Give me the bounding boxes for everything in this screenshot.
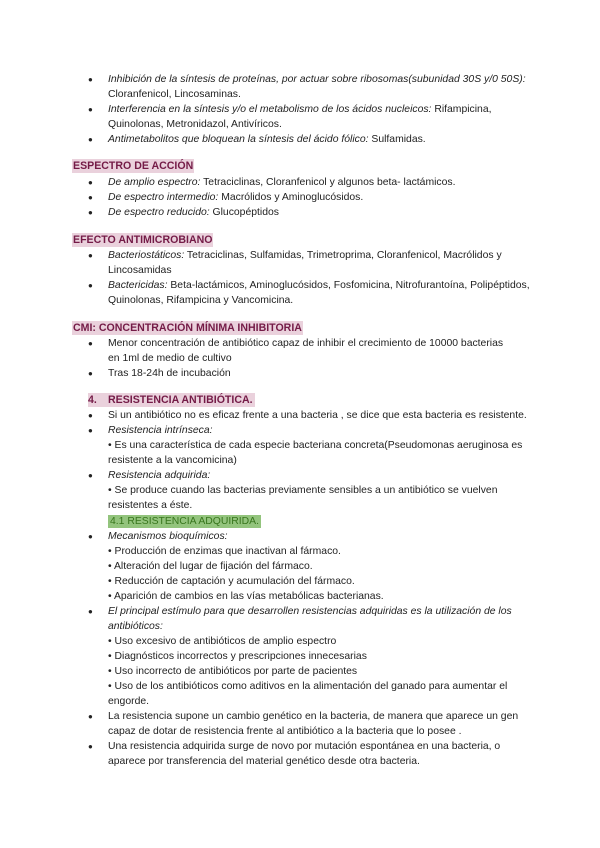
list-item: ● La resistencia supone un cambio genético en la bacteria, de manera que aparece un gen capaz de dotar de resistencia frente al antibiótico a la bacteria que lo posee . xyxy=(88,709,538,739)
item-text: Tetraciclinas, Sulfamidas, Trimetroprima, Cloranfenicol, Macrólidos y Lincosamidas xyxy=(108,250,502,276)
heading-text: CMI: CONCENTRACIÓN MÍNIMA INHIBITORIA xyxy=(73,322,302,334)
list-item: ● Tras 18-24h de incubación xyxy=(88,366,508,381)
sub-item: • Alteración del lugar de fijación del fármaco. xyxy=(108,561,313,572)
list-item xyxy=(88,529,538,604)
item-text: Beta-lactámicos, Aminoglucósidos, Fosfomicina, Nitrofurantoína, Polipéptidos, Quinolonas, Rifampicina y Vancomicina. xyxy=(108,280,530,306)
item-text: Sulfamidas. xyxy=(368,134,426,145)
item-label: De espectro reducido: xyxy=(108,207,210,218)
item-text: Tetraciclinas, Cloranfenicol y algunos beta- lactámicos. xyxy=(200,177,456,188)
list-item xyxy=(88,604,538,709)
item-title: ● Resistencia intrínseca: xyxy=(108,425,213,436)
section-heading-resistencia xyxy=(88,393,255,408)
section-heading-cmi xyxy=(72,321,303,336)
item-text: Macrólidos y Aminoglucósidos. xyxy=(218,192,364,203)
list-item xyxy=(88,132,538,147)
list-item xyxy=(88,423,538,468)
item-label: Bacteriostáticos: xyxy=(108,250,185,261)
heading-text: EFECTO ANTIMICROBIANO xyxy=(73,234,213,246)
list-item: ● Una resistencia adquirida surge de novo por mutación espontánea en una bacteria, o aparece por transferencia del material genético desde otra bacteria. xyxy=(88,739,538,769)
mechanism-list xyxy=(88,72,538,147)
sub-item: • Reducción de captación y acumulación del fármaco. xyxy=(108,576,355,587)
item-text: Glucopéptidos xyxy=(209,207,279,218)
list-item: ● Si un antibiótico no es eficaz frente a una bacteria , se dice que esta bacteria es resistente. xyxy=(88,408,538,423)
list-item xyxy=(88,248,538,278)
heading-text: RESISTENCIA ANTIBIÓTICA. xyxy=(108,394,253,406)
list-item xyxy=(88,205,538,220)
sub-item: • Uso de los antibióticos como aditivos en la alimentación del ganado para aumentar el engorde. xyxy=(108,681,508,707)
item-text: Rifampicina, Quinolonas, Metronidazol, Antivíricos. xyxy=(108,104,492,130)
list-item: ● Menor concentración de antibiótico capaz de inhibir el crecimiento de 10000 bacterias en 1ml de medio de cultivo xyxy=(88,336,508,366)
heading-number: 4. xyxy=(88,394,97,406)
item-text: • Es una característica de cada especie bacteriana concreta(Pseudomonas aeruginosa es resistente a la vancomicina) xyxy=(108,440,523,466)
section-heading-espectro xyxy=(72,159,194,174)
section-heading-efecto xyxy=(72,233,213,248)
list-item xyxy=(88,468,538,529)
item-title: ● Mecanismos bioquímicos: xyxy=(108,531,228,542)
item-label: Inhibición de la síntesis de proteínas, por actuar sobre ribosomas(subunidad 30S y/0 50S): xyxy=(108,74,526,85)
sub-item: • Aparición de cambios en las vías metabólicas bacterianas. xyxy=(108,591,384,602)
heading-text: ESPECTRO DE ACCIÓN xyxy=(73,160,194,172)
item-text: Cloranfenicol, Lincosaminas. xyxy=(108,89,241,100)
list-item xyxy=(88,175,538,190)
sub-item: • Producción de enzimas que inactivan al fármaco. xyxy=(108,546,341,557)
item-label: Interferencia en la síntesis y/o el metabolismo de los ácidos nucleicos: xyxy=(108,104,432,115)
sub-item: • Diagnósticos incorrectos y prescripciones innecesarias xyxy=(108,651,367,662)
sub-item: • Uso excesivo de antibióticos de amplio espectro xyxy=(108,636,337,647)
cmi-list xyxy=(88,336,508,381)
espectro-list xyxy=(88,175,538,220)
item-label: Antimetabolitos que bloquean la síntesis del ácido fólico: xyxy=(108,134,369,145)
item-label: De amplio espectro: xyxy=(108,177,201,188)
item-text: • Se produce cuando las bacterias previamente sensibles a un antibiótico se vuelven resistentes a éste. xyxy=(108,485,498,511)
item-title: ● Resistencia adquirida: xyxy=(108,470,211,481)
list-item xyxy=(88,190,538,205)
subheading-adquirida: 4.1 RESISTENCIA ADQUIRIDA. xyxy=(110,516,259,527)
list-item xyxy=(88,72,538,102)
heading-box xyxy=(88,393,255,407)
list-item xyxy=(88,102,538,132)
resistencia-list xyxy=(88,408,538,769)
sub-item: • Uso incorrecto de antibióticos por parte de pacientes xyxy=(108,666,358,677)
efecto-list xyxy=(88,248,538,308)
item-label: De espectro intermedio: xyxy=(108,192,219,203)
item-title: ● El principal estímulo para que desarrollen resistencias adquiridas es la utilización de los antibióticos: xyxy=(108,606,512,632)
list-item xyxy=(88,278,538,308)
item-label: Bactericidas: xyxy=(108,280,168,291)
